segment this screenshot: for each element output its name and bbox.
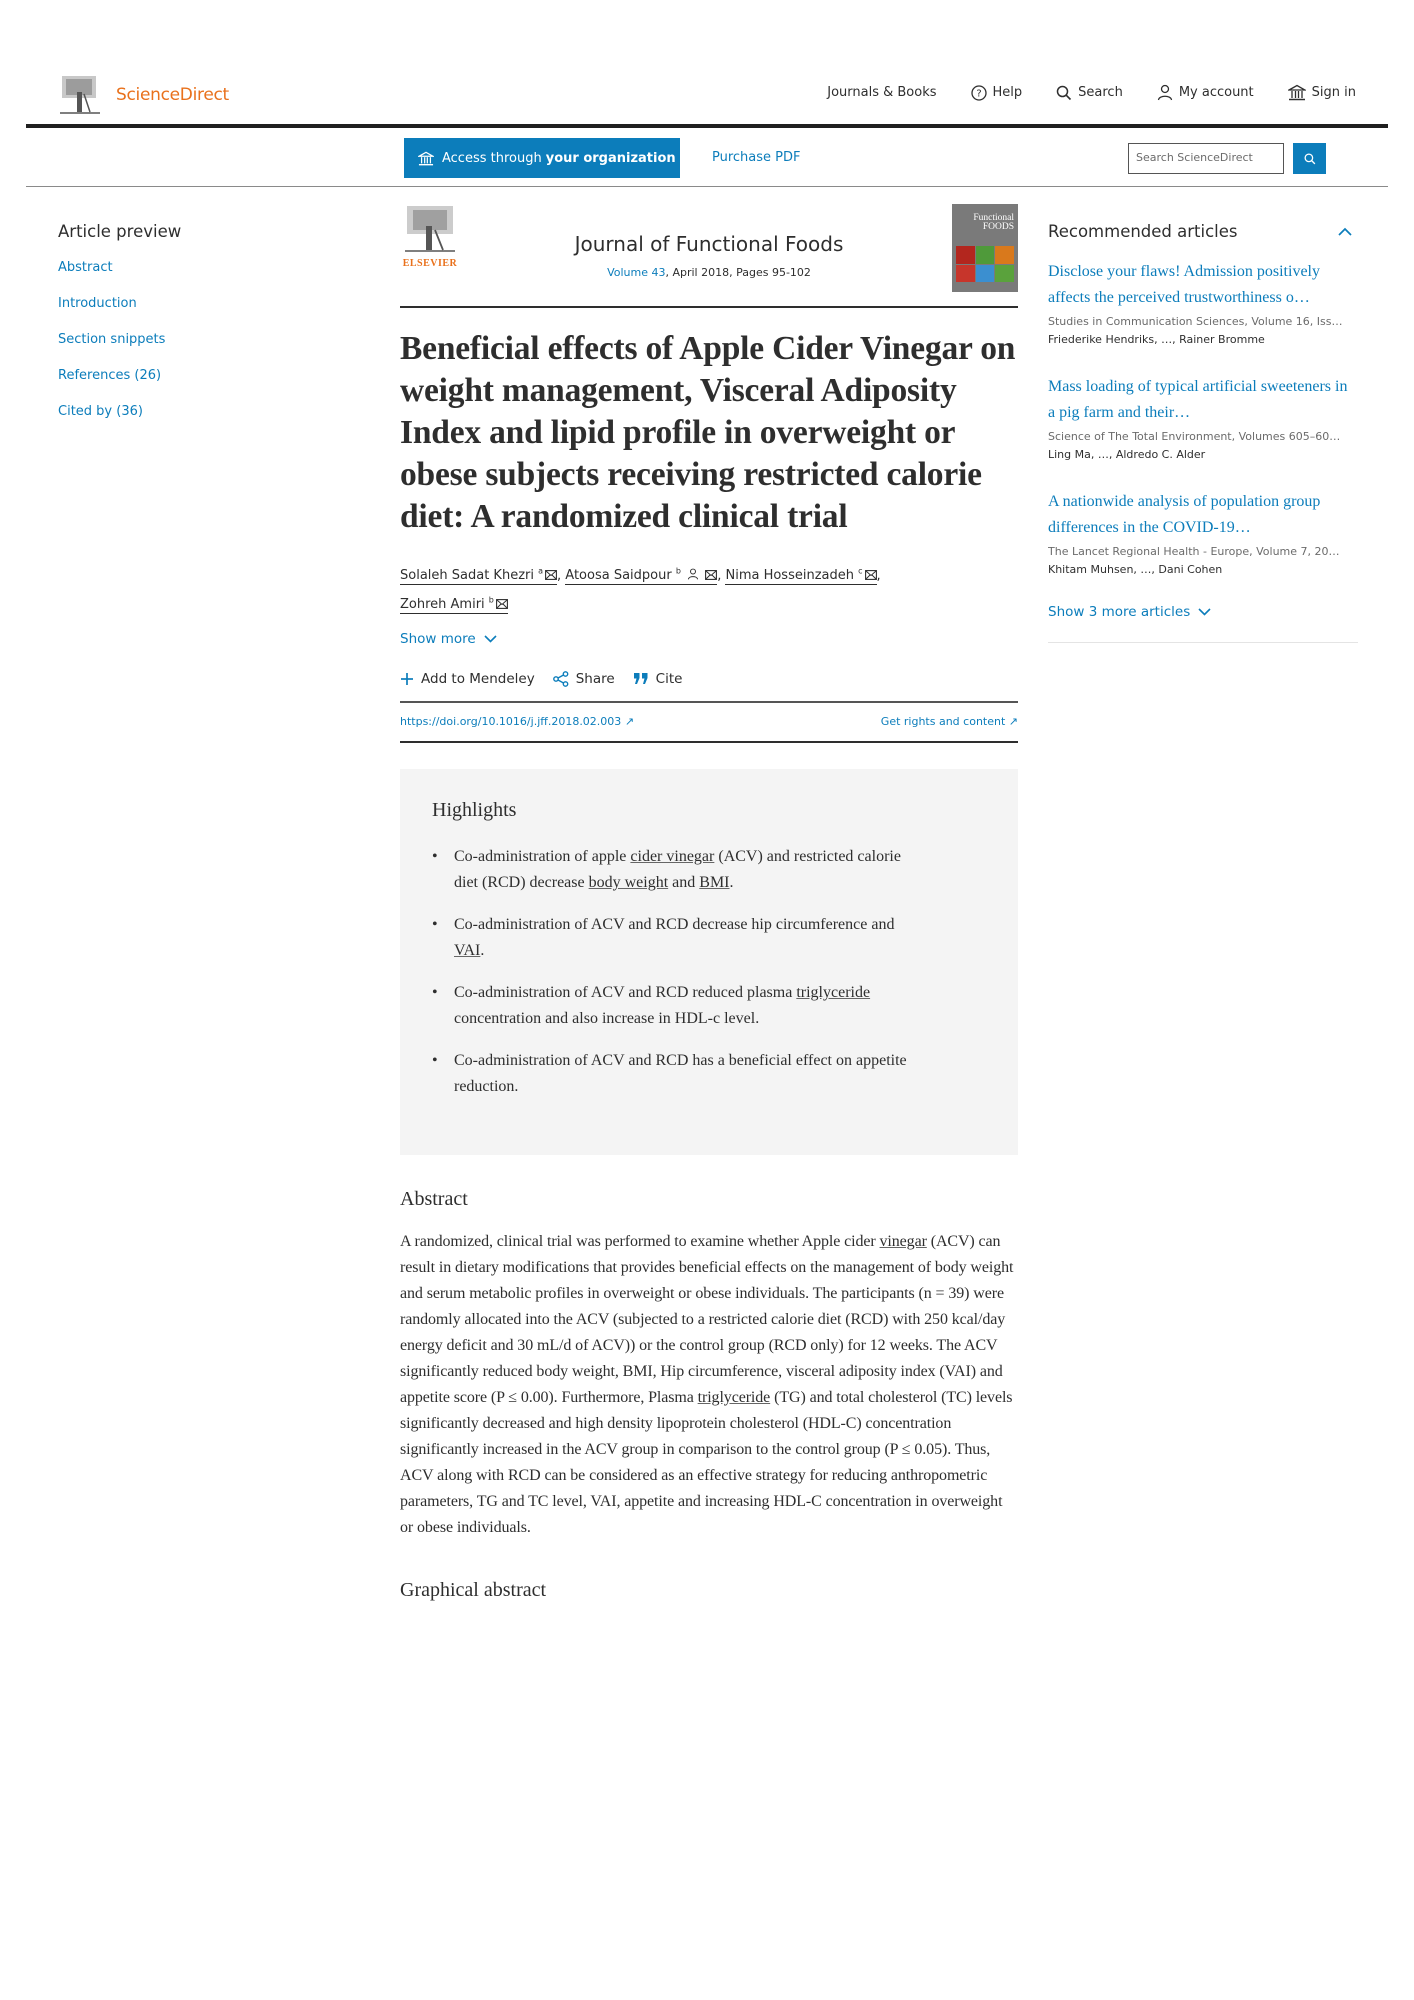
outline-link-section-snippets[interactable]: Section snippets	[58, 332, 166, 347]
nav-label: My account	[1178, 85, 1254, 100]
text: and	[668, 873, 700, 891]
outline-link-references[interactable]: References (26)	[58, 368, 162, 383]
outline-link-introduction[interactable]: Introduction	[58, 296, 137, 311]
text: (ACV) can result in dietary modifications that provides beneficial effects on the management of body weight and serum metabolic profiles in overweight or obese individuals. The participants (n = 39) were randomly allocated into the ACV (subjected to a restricted calorie diet (RCD) with 250 kcal/day energy deficit and 30 mL/d of ACV)) or the control group (RCD only) for 12 weeks. The ACV significantly reduced body weight, BMI, Hip circumference, visceral adiposity index (VAI) and appetite score (P ≤ 0.00). Furthermore, Plasma	[400, 1232, 1014, 1406]
doi-text: https://doi.org/10.1016/j.jff.2018.02.003	[400, 715, 622, 729]
recommended-article	[1048, 374, 1358, 461]
article-main	[400, 204, 1018, 1602]
search-icon	[1056, 85, 1072, 101]
highlight-item	[432, 1048, 922, 1100]
cover-artwork	[956, 246, 1014, 282]
term-link[interactable]: BMI	[699, 873, 730, 891]
journal-title[interactable]: Journal of Functional Foods	[574, 232, 844, 256]
text: Co-administration of ACV and RCD decrease hip circumference and	[454, 915, 895, 933]
institution-icon	[418, 151, 434, 166]
doi-row	[400, 703, 1018, 743]
text: Co-administration of ACV and RCD reduced plasma	[454, 983, 797, 1001]
author-name: Zohreh Amiri	[400, 596, 485, 612]
search-submit-button[interactable]	[1293, 143, 1326, 174]
access-label-bold: your organization	[545, 150, 676, 166]
recommended-authors: Ling Ma, …, Aldredo C. Alder	[1048, 448, 1206, 461]
cite-button[interactable]	[633, 671, 683, 687]
svg-text:?: ?	[975, 88, 982, 99]
nav-label: Search	[1078, 85, 1123, 100]
sciencedirect-logo[interactable]	[58, 74, 229, 116]
term-link[interactable]: body weight	[588, 873, 669, 891]
affiliation-marker: b	[675, 567, 681, 576]
nav-journals-books[interactable]	[827, 85, 936, 100]
term-link[interactable]: VAI	[454, 941, 481, 959]
recommended-article-link[interactable]: A nationwide analysis of population group differences in the COVID-19…	[1048, 493, 1321, 536]
brand-name: ScienceDirect	[116, 85, 229, 105]
doi-link[interactable]	[400, 715, 634, 728]
chevron-down-icon	[1198, 608, 1211, 616]
cover-title	[973, 214, 1014, 232]
recommended-source: Studies in Communication Sciences, Volume 16, Iss…	[1048, 315, 1343, 328]
text: A randomized, clinical trial was performed to examine whether Apple cider	[400, 1232, 880, 1250]
abstract-text	[400, 1229, 1018, 1541]
issue-details: , April 2018, Pages 95-102	[665, 266, 811, 279]
chevron-down-icon	[484, 635, 497, 643]
journal-cover-image[interactable]	[952, 204, 1018, 292]
text: Co-administration of ACV and RCD has a beneficial effect on appetite reduction.	[454, 1051, 907, 1095]
get-rights-link[interactable]	[881, 715, 1018, 728]
recommended-article	[1048, 259, 1358, 346]
highlights-box	[400, 769, 1018, 1155]
envelope-icon	[865, 570, 877, 580]
share-icon	[553, 671, 569, 687]
elsevier-tree-icon	[58, 74, 102, 116]
rights-text: Get rights and content	[880, 715, 1006, 729]
recommended-article-link[interactable]: Mass loading of typical artificial sweeteners in a pig farm and their…	[1048, 378, 1348, 421]
nav-search[interactable]	[1056, 85, 1123, 101]
nav-label: Help	[992, 85, 1023, 100]
author-name: Solaleh Sadat Khezri	[400, 568, 534, 584]
envelope-icon	[496, 599, 508, 609]
institution-icon	[1288, 84, 1306, 101]
text: concentration and also increase in HDL-c level.	[454, 1009, 760, 1027]
recommended-articles	[1048, 222, 1358, 643]
recommended-source: The Lancet Regional Health - Europe, Volume 7, 20…	[1048, 545, 1340, 558]
highlight-item	[432, 912, 922, 964]
user-icon	[687, 568, 699, 580]
journal-issue-info	[400, 266, 1018, 279]
term-link[interactable]: vinegar	[879, 1232, 927, 1250]
search-icon	[1304, 153, 1316, 165]
article-title: Beneficial effects of Apple Cider Vinegar on weight management, Visceral Adiposity Index and lipid profile in overweight or obese subjects receiving restricted calorie diet: A randomized clinical trial	[400, 330, 1016, 535]
share-button[interactable]	[553, 671, 615, 687]
purchase-pdf-link[interactable]: Purchase PDF	[712, 150, 801, 165]
recommended-article	[1048, 489, 1358, 576]
author-link[interactable]	[725, 568, 876, 585]
action-label: Add to Mendeley	[421, 670, 535, 687]
text: .	[480, 941, 485, 959]
author-name: Nima Hosseinzadeh	[725, 568, 854, 584]
term-link[interactable]: triglyceride	[697, 1388, 771, 1406]
access-through-organization-button[interactable]	[404, 138, 680, 178]
user-icon	[1157, 84, 1173, 101]
author-list: Solaleh Sadat Khezri $^a$ , Atoosa Saidpour $^b$ , Nima Hosseinzadeh $^c$ , Zohreh Amiri $^b$	[400, 567, 881, 612]
nav-my-account[interactable]	[1157, 84, 1254, 101]
envelope-icon	[705, 570, 717, 580]
graphical-abstract-heading: Graphical abstract	[400, 1578, 547, 1601]
highlights-list	[432, 844, 986, 1100]
recommended-header	[1048, 222, 1358, 241]
author-link[interactable]	[400, 597, 508, 614]
show-more-articles-button[interactable]	[1048, 604, 1358, 643]
subbar-divider	[26, 186, 1388, 187]
highlight-item	[432, 844, 922, 896]
show-more-authors-button[interactable]	[400, 631, 1018, 647]
term-link[interactable]: cider vinegar	[630, 847, 715, 865]
access-bar	[0, 128, 1414, 188]
outline-link-abstract[interactable]: Abstract	[58, 260, 113, 275]
author-link[interactable]	[400, 568, 557, 585]
outline-link-cited-by[interactable]: Cited by (36)	[58, 404, 143, 419]
top-nav	[793, 84, 1356, 101]
add-to-mendeley-button[interactable]	[400, 671, 535, 687]
plus-icon	[400, 672, 414, 686]
text: .	[729, 873, 734, 891]
recommended-title: Recommended articles	[1048, 222, 1238, 241]
external-link-icon: ↗	[624, 715, 635, 729]
top-header	[26, 70, 1388, 126]
highlight-item	[432, 980, 922, 1032]
access-label: Access through	[442, 150, 542, 166]
author-link[interactable]	[565, 568, 717, 585]
action-label: Cite	[655, 670, 683, 687]
article-outline	[58, 222, 318, 438]
nav-label: Journals & Books	[827, 85, 937, 100]
text: Co-administration of apple	[454, 847, 631, 865]
nav-help[interactable]	[971, 85, 1023, 101]
volume-link[interactable]: Volume 43	[607, 266, 666, 279]
cover-title-line: Functional	[973, 213, 1014, 223]
external-link-icon: ↗	[1008, 715, 1018, 729]
search-input[interactable]: Search ScienceDirect	[1128, 143, 1284, 174]
recommended-authors: Khitam Muhsen, …, Dani Cohen	[1048, 563, 1223, 576]
show-more-articles-label: Show 3 more articles	[1048, 604, 1191, 620]
term-link[interactable]: triglyceride	[796, 983, 871, 1001]
affiliation-marker: b	[488, 595, 494, 605]
nav-label: Sign in	[1311, 85, 1356, 100]
affiliation-marker: c	[858, 567, 863, 576]
action-label: Share	[575, 670, 615, 687]
article-actions	[400, 667, 1018, 703]
text: (TG) and total cholesterol (TC) levels significantly decreased and high density lipoprotein cholesterol (HDL-C) concentration significantly increased in the ACV group in comparison to the control group (P ≤ 0.05). Thus, ACV along with RCD can be considered as an effective strategy for reducing anthropometric parameters, TG and TC level, VAI, appetite and increasing HDL-C concentration in overweight or obese individuals.	[400, 1388, 1013, 1536]
journal-header	[400, 204, 1018, 308]
quote-icon	[633, 672, 649, 685]
show-more-label: Show more	[400, 630, 476, 647]
abstract-heading: Abstract	[400, 1187, 468, 1210]
outline-title: Article preview	[58, 222, 182, 241]
affiliation-marker: a	[538, 567, 544, 576]
nav-sign-in[interactable]	[1288, 84, 1356, 101]
cover-title-line: FOODS	[982, 222, 1014, 232]
text: (ACV) and restricted calorie diet (RCD) decrease	[454, 847, 901, 891]
envelope-icon	[545, 570, 557, 580]
highlights-title: Highlights	[432, 798, 517, 821]
help-circle-icon	[971, 85, 987, 101]
recommended-article-link[interactable]: Disclose your flaws! Admission positively affects the perceived trustworthiness o…	[1048, 263, 1320, 306]
author-name: Atoosa Saidpour	[565, 568, 672, 584]
chevron-up-icon[interactable]	[1338, 227, 1352, 236]
publisher-name: ELSEVIER	[402, 258, 458, 269]
recommended-authors: Friederike Hendriks, …, Rainer Bromme	[1048, 333, 1265, 346]
recommended-source: Science of The Total Environment, Volumes 605–60…	[1048, 430, 1341, 443]
